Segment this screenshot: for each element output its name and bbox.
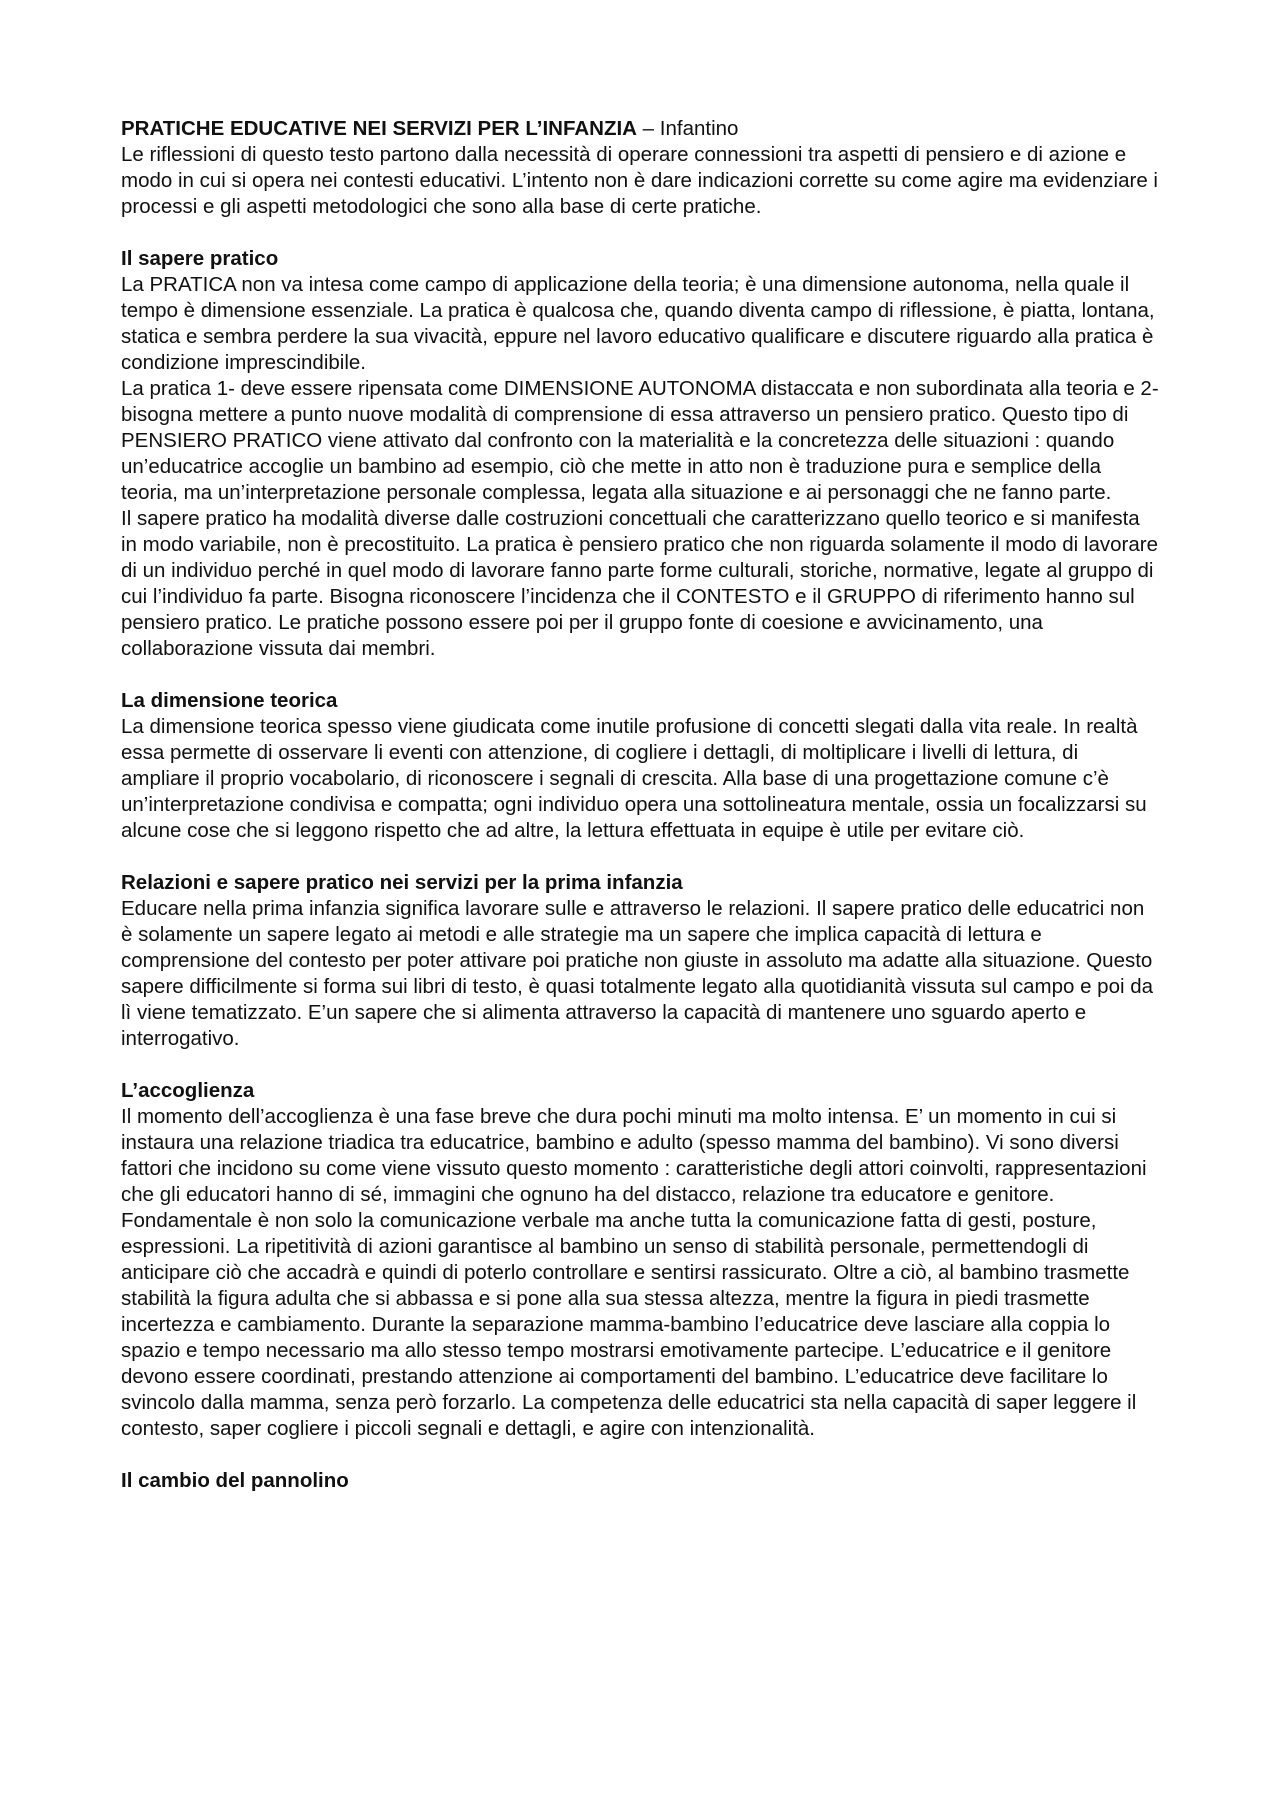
spacer — [121, 1442, 1161, 1468]
section-paragraph: Il momento dell’accoglienza è una fase breve che dura pochi minuti ma molto intensa. E’ un momento in cui si instaura una relazione triadica tra educatrice, bambino e adulto (spesso mamma del bambino). Vi sono diversi fattori che incidono su come viene vissuto questo momento : caratteristiche degli attori coinvolti, rappresentazioni che gli educatori hanno di sé, immagini che ognuno ha del distacco, relazione tra educatore e genitore. Fondamentale è non solo la comunicazione verbale ma anche tutta la comunicazione fatta di gesti, posture, espressioni. La ripetitività di azioni garantisce al bambino un senso di stabilità personale, permettendogli di anticipare ciò che accadrà e quindi di poterlo controllare e sentirsi rassicurato. Oltre a ciò, al bambino trasmette stabilità la figura adulta che si abbassa e si pone alla sua stessa altezza, mentre la figura in piedi trasmette incertezza e cambiamento. Durante la separazione mamma-bambino l’educatrice deve lasciare alla coppia lo spazio e tempo necessario ma allo stesso tempo mostrarsi emotivamente partecipe. L’educatrice e il genitore devono essere coordinati, prestando attenzione ai comportamenti del bambino. L’educatrice deve facilitare lo svincolo dalla mamma, senza però forzarlo. La competenza delle educatrici sta nella capacità di saper leggere il contesto, saper cogliere i piccoli segnali e dettagli, e agire con intenzionalità. — [121, 1105, 1147, 1440]
section-paragraph: Il sapere pratico ha modalità diverse dalle costruzioni concettuali che caratterizzano quello teorico e si manifesta in modo variabile, non è precostituito. La pratica è pensiero pratico che non riguarda solamente il modo di lavorare di un individuo perché in quel modo di lavorare fanno parte forme culturali, storiche, normative, legate al gruppo di cui l’individuo fa parte. Bisogna riconoscere l’incidenza che il CONTESTO e il GRUPPO di riferimento hanno sul pensiero pratico. Le pratiche possono essere poi per il gruppo fonte di coesione e avvicinamento, una collaborazione vissuta dai membri. — [121, 507, 1158, 660]
section-heading: Il cambio del pannolino — [121, 1469, 349, 1492]
section-heading: Relazioni e sapere pratico nei servizi per la prima infanzia — [121, 871, 683, 894]
spacer — [121, 1052, 1161, 1078]
spacer — [121, 220, 1161, 246]
document-title: PRATICHE EDUCATIVE NEI SERVIZI PER L’INFANZIA — [121, 117, 637, 140]
spacer — [121, 844, 1161, 870]
section-paragraph: La PRATICA non va intesa come campo di applicazione della teoria; è una dimensione autonoma, nella quale il tempo è dimensione essenziale. La pratica è qualcosa che, quando diventa campo di riflessione, è piatta, lontana, statica e sembra perdere la sua vivacità, eppure nel lavoro educativo qualificare e discutere riguardo alla pratica è condizione imprescindibile. — [121, 273, 1155, 374]
document-author: – Infantino — [636, 117, 739, 140]
section-paragraph: Educare nella prima infanzia significa lavorare sulle e attraverso le relazioni. Il sapere pratico delle educatrici non è solamente un sapere legato ai metodi e alle strategie ma un sapere che implica capacità di lettura e comprensione del contesto per poter attivare poi pratiche non giuste in assoluto ma adatte alla situazione. Questo sapere difficilmente si forma sui libri di testo, è quasi totalmente legato alla quotidianità vissuta sul campo e poi da lì viene tematizzato. E’un sapere che si alimenta attraverso la capacità di mantenere uno sguardo aperto e interrogativo. — [121, 897, 1154, 1050]
section-heading: L’accoglienza — [121, 1079, 255, 1102]
document-title-line — [121, 116, 1161, 142]
spacer — [121, 662, 1161, 688]
section-paragraph: La dimensione teorica spesso viene giudicata come inutile profusione di concetti slegati dalla vita reale. In realtà essa permette di osservare li eventi con attenzione, di cogliere i dettagli, di moltiplicare i livelli di lettura, di ampliare il proprio vocabolario, di riconoscere i segnali di crescita. Alla base di una progettazione comune c’è un’interpretazione condivisa e compatta; ogni individuo opera una sottolineatura mentale, ossia un focalizzarsi su alcune cose che si leggono rispetto che ad altre, la lettura effettuata in equipe è utile per evitare ciò. — [121, 715, 1147, 842]
document-page — [121, 116, 1161, 1494]
section-heading: Il sapere pratico — [121, 247, 279, 270]
section-paragraph: La pratica 1- deve essere ripensata come DIMENSIONE AUTONOMA distaccata e non subordinata alla teoria e 2- bisogna mettere a punto nuove modalità di comprensione di essa attraverso un pensiero pratico. Questo tipo di PENSIERO PRATICO viene attivato dal confronto con la materialità e la concretezza delle situazioni : quando un’educatrice accoglie un bambino ad esempio, ciò che mette in atto non è traduzione pura e semplice della teoria, ma un’interpretazione personale complessa, legata alla situazione e ai personaggi che ne fanno parte. — [121, 377, 1159, 504]
section-heading: La dimensione teorica — [121, 689, 338, 712]
intro-paragraph: Le riflessioni di questo testo partono dalla necessità di operare connessioni tra aspetti di pensiero e di azione e modo in cui si opera nei contesti educativi. L’intento non è dare indicazioni corrette su come agire ma evidenziare i processi e gli aspetti metodologici che sono alla base di certe pratiche. — [121, 143, 1158, 218]
